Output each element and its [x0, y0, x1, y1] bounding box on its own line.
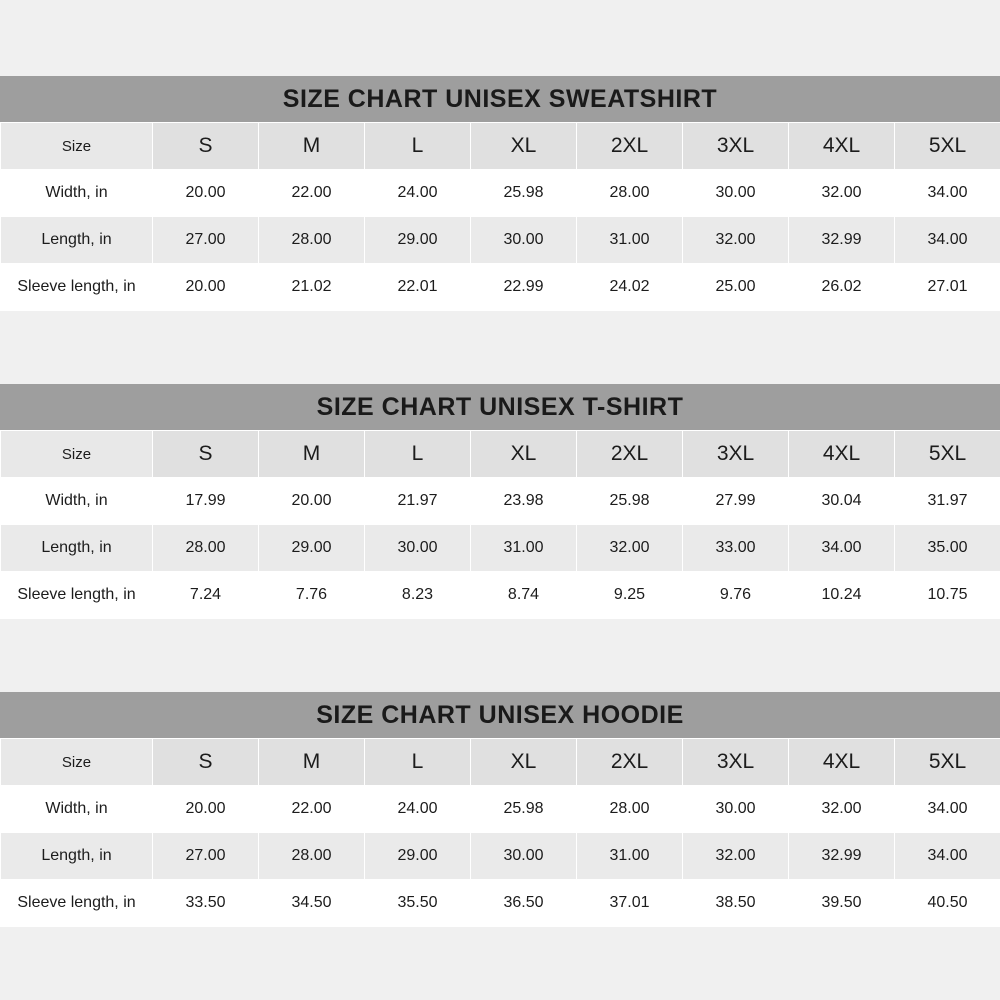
section-spacer: [0, 619, 1000, 692]
header-size-label: Size: [1, 123, 153, 170]
cell-length-3xl: 32.00: [683, 833, 789, 880]
cell-width-3xl: 30.00: [683, 170, 789, 217]
cell-length-2xl: 31.00: [577, 217, 683, 264]
header-size-3xl: 3XL: [683, 123, 789, 170]
cell-width-s: 20.00: [153, 786, 259, 833]
cell-length-5xl: 34.00: [895, 217, 1000, 264]
header-size-label: Size: [1, 739, 153, 786]
table-header-row: [1, 431, 1000, 478]
table-row: [1, 833, 1000, 880]
cell-length-xl: 30.00: [471, 833, 577, 880]
cell-length-l: 29.00: [365, 217, 471, 264]
cell-length-3xl: 33.00: [683, 525, 789, 572]
cell-sleeve-l: 22.01: [365, 264, 471, 311]
cell-length-2xl: 31.00: [577, 833, 683, 880]
row-label-sleeve: Sleeve length, in: [1, 572, 153, 619]
cell-sleeve-s: 20.00: [153, 264, 259, 311]
cell-width-s: 20.00: [153, 170, 259, 217]
cell-sleeve-l: 8.23: [365, 572, 471, 619]
cell-width-xl: 25.98: [471, 170, 577, 217]
header-size-m: M: [259, 739, 365, 786]
row-label-sleeve: Sleeve length, in: [1, 880, 153, 927]
header-size-4xl: 4XL: [789, 739, 895, 786]
cell-sleeve-3xl: 38.50: [683, 880, 789, 927]
cell-width-m: 22.00: [259, 786, 365, 833]
row-label-sleeve: Sleeve length, in: [1, 264, 153, 311]
cell-width-l: 24.00: [365, 786, 471, 833]
cell-length-4xl: 34.00: [789, 525, 895, 572]
table-row: [1, 264, 1000, 311]
cell-width-xl: 23.98: [471, 478, 577, 525]
header-size-l: L: [365, 123, 471, 170]
cell-length-2xl: 32.00: [577, 525, 683, 572]
row-label-width: Width, in: [1, 786, 153, 833]
cell-width-l: 21.97: [365, 478, 471, 525]
cell-width-m: 22.00: [259, 170, 365, 217]
header-size-5xl: 5XL: [895, 123, 1000, 170]
header-size-5xl: 5XL: [895, 431, 1000, 478]
cell-sleeve-5xl: 40.50: [895, 880, 1000, 927]
chart-title-tshirt: SIZE CHART UNISEX T-SHIRT: [0, 384, 1000, 430]
header-size-3xl: 3XL: [683, 739, 789, 786]
cell-sleeve-2xl: 9.25: [577, 572, 683, 619]
cell-length-s: 27.00: [153, 217, 259, 264]
row-label-length: Length, in: [1, 833, 153, 880]
chart-title-hoodie: SIZE CHART UNISEX HOODIE: [0, 692, 1000, 738]
cell-sleeve-s: 33.50: [153, 880, 259, 927]
size-chart-hoodie: [0, 692, 1000, 927]
cell-length-5xl: 34.00: [895, 833, 1000, 880]
cell-sleeve-4xl: 39.50: [789, 880, 895, 927]
cell-sleeve-2xl: 37.01: [577, 880, 683, 927]
section-spacer: [0, 311, 1000, 384]
cell-width-2xl: 28.00: [577, 786, 683, 833]
size-chart-tshirt: [0, 384, 1000, 619]
cell-length-xl: 30.00: [471, 217, 577, 264]
table-row: [1, 786, 1000, 833]
cell-length-4xl: 32.99: [789, 833, 895, 880]
header-size-m: M: [259, 123, 365, 170]
table-row: [1, 525, 1000, 572]
header-size-s: S: [153, 431, 259, 478]
cell-width-5xl: 34.00: [895, 786, 1000, 833]
top-spacer: [0, 0, 1000, 76]
size-table-sweatshirt: [0, 122, 1000, 311]
cell-sleeve-l: 35.50: [365, 880, 471, 927]
header-size-2xl: 2XL: [577, 123, 683, 170]
header-size-2xl: 2XL: [577, 431, 683, 478]
cell-sleeve-4xl: 26.02: [789, 264, 895, 311]
row-label-width: Width, in: [1, 478, 153, 525]
header-size-l: L: [365, 739, 471, 786]
cell-length-l: 30.00: [365, 525, 471, 572]
size-table-tshirt: [0, 430, 1000, 619]
cell-length-s: 27.00: [153, 833, 259, 880]
cell-width-4xl: 30.04: [789, 478, 895, 525]
cell-sleeve-xl: 36.50: [471, 880, 577, 927]
cell-sleeve-4xl: 10.24: [789, 572, 895, 619]
cell-sleeve-xl: 8.74: [471, 572, 577, 619]
cell-length-l: 29.00: [365, 833, 471, 880]
cell-width-2xl: 28.00: [577, 170, 683, 217]
size-table-hoodie: [0, 738, 1000, 927]
header-size-label: Size: [1, 431, 153, 478]
cell-sleeve-m: 34.50: [259, 880, 365, 927]
header-size-s: S: [153, 739, 259, 786]
cell-width-m: 20.00: [259, 478, 365, 525]
cell-width-5xl: 31.97: [895, 478, 1000, 525]
row-label-length: Length, in: [1, 217, 153, 264]
cell-length-5xl: 35.00: [895, 525, 1000, 572]
row-label-length: Length, in: [1, 525, 153, 572]
cell-sleeve-3xl: 25.00: [683, 264, 789, 311]
cell-length-3xl: 32.00: [683, 217, 789, 264]
table-row: [1, 572, 1000, 619]
cell-sleeve-3xl: 9.76: [683, 572, 789, 619]
table-row: [1, 478, 1000, 525]
cell-length-m: 29.00: [259, 525, 365, 572]
cell-length-s: 28.00: [153, 525, 259, 572]
header-size-5xl: 5XL: [895, 739, 1000, 786]
cell-width-5xl: 34.00: [895, 170, 1000, 217]
table-header-row: [1, 123, 1000, 170]
cell-width-4xl: 32.00: [789, 786, 895, 833]
header-size-4xl: 4XL: [789, 123, 895, 170]
cell-width-2xl: 25.98: [577, 478, 683, 525]
row-label-width: Width, in: [1, 170, 153, 217]
header-size-m: M: [259, 431, 365, 478]
chart-title-sweatshirt: SIZE CHART UNISEX SWEATSHIRT: [0, 76, 1000, 122]
header-size-xl: XL: [471, 739, 577, 786]
cell-length-m: 28.00: [259, 833, 365, 880]
header-size-3xl: 3XL: [683, 431, 789, 478]
cell-length-m: 28.00: [259, 217, 365, 264]
cell-width-4xl: 32.00: [789, 170, 895, 217]
table-header-row: [1, 739, 1000, 786]
header-size-xl: XL: [471, 431, 577, 478]
cell-length-4xl: 32.99: [789, 217, 895, 264]
cell-width-xl: 25.98: [471, 786, 577, 833]
cell-sleeve-2xl: 24.02: [577, 264, 683, 311]
cell-length-xl: 31.00: [471, 525, 577, 572]
cell-width-3xl: 27.99: [683, 478, 789, 525]
table-row: [1, 880, 1000, 927]
cell-width-3xl: 30.00: [683, 786, 789, 833]
header-size-4xl: 4XL: [789, 431, 895, 478]
cell-sleeve-m: 7.76: [259, 572, 365, 619]
header-size-xl: XL: [471, 123, 577, 170]
header-size-s: S: [153, 123, 259, 170]
header-size-2xl: 2XL: [577, 739, 683, 786]
cell-sleeve-xl: 22.99: [471, 264, 577, 311]
cell-width-l: 24.00: [365, 170, 471, 217]
table-row: [1, 170, 1000, 217]
cell-sleeve-5xl: 10.75: [895, 572, 1000, 619]
size-chart-sweatshirt: [0, 76, 1000, 311]
cell-sleeve-5xl: 27.01: [895, 264, 1000, 311]
cell-sleeve-m: 21.02: [259, 264, 365, 311]
cell-sleeve-s: 7.24: [153, 572, 259, 619]
header-size-l: L: [365, 431, 471, 478]
table-row: [1, 217, 1000, 264]
cell-width-s: 17.99: [153, 478, 259, 525]
